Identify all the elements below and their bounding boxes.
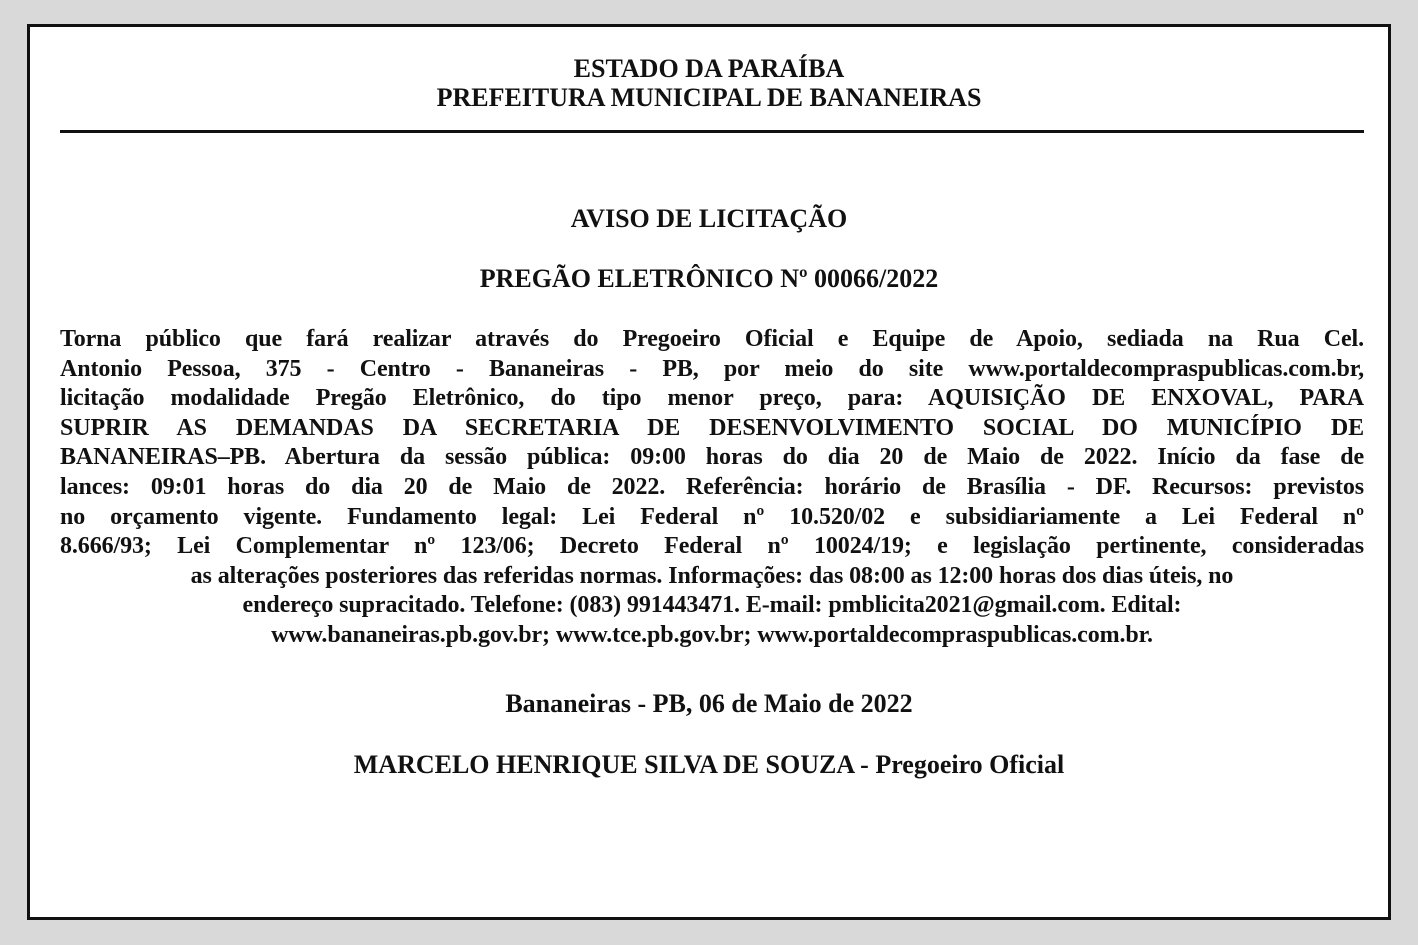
body-line: no orçamento vigente. Fundamento legal: Lei Federal nº 10.520/02 e subsidiariamente a Lei Federal nº xyxy=(60,503,1364,530)
body-line: SUPRIR AS DEMANDAS DA SECRETARIA DE DESENVOLVIMENTO SOCIAL DO MUNICÍPIO DE xyxy=(60,414,1364,441)
procedure-title: PREGÃO ELETRÔNICO Nº 00066/2022 xyxy=(479,264,939,293)
signatory-name: MARCELO HENRIQUE SILVA DE SOUZA xyxy=(353,750,854,779)
notice-title: AVISO DE LICITAÇÃO xyxy=(570,204,848,233)
body-line: BANANEIRAS–PB. Abertura da sessão pública: 09:00 horas do dia 20 de Maio de 2022. Início da fase de xyxy=(60,444,1364,471)
body-line: endereço supracitado. Telefone: (083) 991443471. E-mail: pmblicita2021@gmail.com. Edital: xyxy=(242,592,1182,619)
place-date: Bananeiras - PB, 06 de Maio de 2022 xyxy=(505,689,913,718)
signatory-role: - Pregoeiro Oficial xyxy=(853,750,1065,779)
prefecture-name: PREFEITURA MUNICIPAL DE BANANEIRAS xyxy=(436,83,982,112)
body-line: Torna público que fará realizar através do Pregoeiro Oficial e Equipe de Apoio, sediada na Rua Cel. xyxy=(60,326,1364,352)
notice-body xyxy=(60,325,1364,651)
body-line: Antonio Pessoa, 375 - Centro - Bananeiras - PB, por meio do site www.portaldecompraspublicas.com.br, xyxy=(60,355,1364,382)
state-name: ESTADO DA PARAÍBA xyxy=(573,54,845,83)
signature-line xyxy=(30,750,1388,780)
body-line: licitação modalidade Pregão Eletrônico, do tipo menor preço, para: AQUISIÇÃO DE ENXOVAL, PARA xyxy=(60,385,1364,412)
body-line: 8.666/93; Lei Complementar nº 123/06; Decreto Federal nº 10024/19; e legislação pertinente, consideradas xyxy=(60,533,1364,560)
document-header xyxy=(30,54,1388,112)
notice-frame xyxy=(27,24,1391,920)
header-divider xyxy=(60,130,1364,133)
body-line: lances: 09:01 horas do dia 20 de Maio de 2022. Referência: horário de Brasília - DF. Recursos: previstos xyxy=(60,473,1364,500)
body-line: www.bananeiras.pb.gov.br; www.tce.pb.gov.br; www.portaldecompraspublicas.com.br. xyxy=(271,621,1153,648)
body-line: as alterações posteriores das referidas normas. Informações: das 08:00 as 12:00 horas dos dias úteis, no xyxy=(190,562,1234,589)
